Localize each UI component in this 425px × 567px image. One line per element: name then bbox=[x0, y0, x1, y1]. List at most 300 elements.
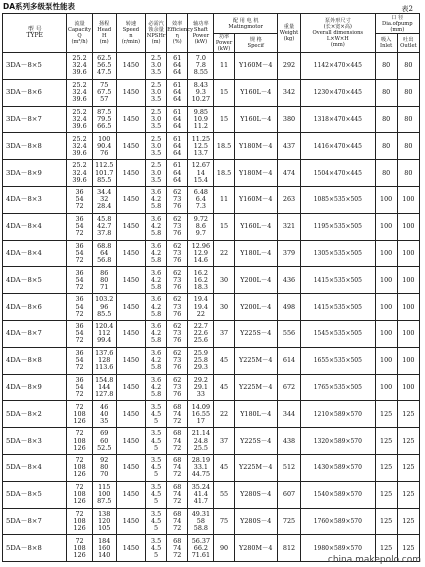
efficiency-cell-value: 61 bbox=[173, 81, 182, 90]
head-cell bbox=[92, 294, 116, 321]
efficiency-cell-value: 76 bbox=[173, 282, 182, 291]
capacity-cell-value: 39.6 bbox=[72, 175, 87, 184]
efficiency-cell-value: 74 bbox=[173, 490, 182, 499]
head-cell bbox=[92, 428, 116, 455]
head-cell-value: 66.5 bbox=[97, 122, 112, 131]
table-row bbox=[3, 320, 420, 347]
efficiency-cell-value: 73 bbox=[173, 356, 182, 365]
shaft-power-cell bbox=[188, 401, 214, 428]
efficiency-cell-value: 61 bbox=[173, 107, 182, 116]
head-cell-value: 57 bbox=[100, 95, 109, 104]
efficiency-cell-value: 74 bbox=[173, 516, 182, 525]
motor-power-cell: 22 bbox=[214, 401, 234, 428]
shaft-power-cell-value: 7.0 bbox=[195, 54, 206, 63]
model-cell: 5DA－8×2 bbox=[3, 401, 67, 428]
table-row bbox=[3, 79, 420, 106]
npshr-cell-value: 4.2 bbox=[150, 275, 162, 284]
efficiency-cell-value: 62 bbox=[173, 268, 182, 277]
dimensions-cell: 1320×589×570 bbox=[301, 428, 376, 455]
speed-cell: 1450 bbox=[116, 508, 145, 535]
header-shaft-power: 轴功率 Shaft Power (kW) bbox=[188, 14, 214, 53]
model-cell: 4DA－8×9 bbox=[3, 374, 67, 401]
npshr-cell-value: 4.5 bbox=[150, 543, 162, 552]
npshr-cell bbox=[146, 481, 167, 508]
npshr-cell bbox=[146, 186, 167, 213]
dimensions-cell: 1085×535×505 bbox=[301, 186, 376, 213]
capacity-cell-value: 108 bbox=[73, 516, 86, 525]
weight-cell: 672 bbox=[277, 374, 300, 401]
header-speed: 转速 Speed n (r/min) bbox=[116, 14, 145, 53]
capacity-cell-value: 126 bbox=[73, 470, 86, 479]
efficiency-cell bbox=[167, 508, 188, 535]
table-row bbox=[3, 133, 420, 160]
efficiency-cell-value: 74 bbox=[173, 409, 182, 418]
header-head: 扬程 Head H (m) bbox=[92, 14, 116, 53]
shaft-power-cell-value: 9.3 bbox=[195, 88, 206, 97]
shaft-power-cell-value: 19.4 bbox=[193, 302, 208, 311]
inlet-cell: 100 bbox=[375, 374, 397, 401]
efficiency-cell bbox=[167, 79, 188, 106]
npshr-cell bbox=[146, 213, 167, 240]
efficiency-cell-value: 72 bbox=[173, 443, 182, 452]
weight-cell: 614 bbox=[277, 347, 300, 374]
head-cell bbox=[92, 535, 116, 562]
npshr-cell bbox=[146, 347, 167, 374]
capacity-cell-value: 36 bbox=[75, 268, 84, 277]
capacity-cell bbox=[67, 267, 92, 294]
shaft-power-cell-value: 56.37 bbox=[191, 536, 211, 545]
header-mating-motor: 配 用 电 机 Matingmotor bbox=[214, 14, 277, 34]
shaft-power-cell bbox=[188, 454, 214, 481]
head-cell-value: 184 bbox=[98, 536, 111, 545]
weight-cell: 321 bbox=[277, 213, 300, 240]
shaft-power-cell-value: 19.4 bbox=[193, 295, 208, 304]
capacity-cell bbox=[67, 481, 92, 508]
npshr-cell-value: 3.5 bbox=[150, 456, 162, 465]
shaft-power-cell-value: 29.2 bbox=[193, 375, 208, 384]
shaft-power-cell bbox=[188, 535, 214, 562]
efficiency-cell bbox=[167, 160, 188, 187]
head-cell-value: 69 bbox=[100, 429, 109, 438]
head-cell-value: 62.5 bbox=[97, 54, 112, 63]
npshr-cell-value: 5 bbox=[154, 416, 159, 425]
head-cell-value: 71 bbox=[100, 282, 109, 291]
efficiency-cell-value: 62 bbox=[173, 215, 182, 224]
motor-spec-cell: Y225M－4 bbox=[234, 374, 277, 401]
shaft-power-cell-value: 25.8 bbox=[193, 356, 208, 365]
npshr-cell-value: 2.5 bbox=[150, 161, 162, 170]
head-cell-value: 103.2 bbox=[95, 295, 114, 304]
inlet-cell: 125 bbox=[375, 481, 397, 508]
speed-cell: 1450 bbox=[116, 320, 145, 347]
motor-spec-cell: Y225S－4 bbox=[234, 320, 277, 347]
capacity-cell-value: 108 bbox=[73, 463, 86, 472]
head-cell bbox=[92, 267, 116, 294]
npshr-cell bbox=[146, 428, 167, 455]
shaft-power-cell bbox=[188, 347, 214, 374]
head-cell-value: 92 bbox=[100, 456, 109, 465]
head-cell bbox=[92, 240, 116, 267]
capacity-cell bbox=[67, 53, 92, 80]
header-npshr: 必需汽蚀余量 NPSHr (m) bbox=[146, 14, 167, 53]
efficiency-cell bbox=[167, 454, 188, 481]
capacity-cell-value: 54 bbox=[75, 302, 84, 311]
inlet-cell: 125 bbox=[375, 401, 397, 428]
shaft-power-cell-value: 9.85 bbox=[193, 107, 208, 116]
shaft-power-cell-value: 10.27 bbox=[191, 95, 211, 104]
shaft-power-cell bbox=[188, 213, 214, 240]
efficiency-cell bbox=[167, 213, 188, 240]
motor-spec-cell: Y180L－4 bbox=[234, 401, 277, 428]
npshr-cell bbox=[146, 133, 167, 160]
npshr-cell-value: 3.5 bbox=[150, 68, 162, 77]
efficiency-cell-value: 76 bbox=[173, 336, 182, 345]
shaft-power-cell-value: 12.96 bbox=[191, 241, 211, 250]
model-cell: 4DA－8×6 bbox=[3, 294, 67, 321]
shaft-power-cell-value: 11.25 bbox=[191, 134, 211, 143]
shaft-power-cell-value: 33 bbox=[196, 390, 205, 398]
efficiency-cell-value: 62 bbox=[173, 322, 182, 331]
capacity-cell bbox=[67, 106, 92, 133]
motor-power-cell: 90 bbox=[214, 535, 234, 562]
header-weight: 重量 Weight (kg) bbox=[277, 14, 300, 53]
model-cell: 3DA－8×6 bbox=[3, 79, 67, 106]
inlet-cell: 100 bbox=[375, 186, 397, 213]
model-cell: 3DA－8×7 bbox=[3, 106, 67, 133]
capacity-cell bbox=[67, 428, 92, 455]
outlet-cell: 100 bbox=[397, 374, 419, 401]
efficiency-cell bbox=[167, 374, 188, 401]
efficiency-cell-value: 68 bbox=[173, 456, 182, 465]
shaft-power-cell-value: 12.5 bbox=[193, 141, 208, 150]
efficiency-cell-value: 64 bbox=[173, 114, 182, 123]
outlet-cell: 100 bbox=[397, 240, 419, 267]
shaft-power-cell-value: 33.1 bbox=[193, 463, 208, 472]
capacity-cell bbox=[67, 133, 92, 160]
efficiency-cell-value: 68 bbox=[173, 536, 182, 545]
head-cell-value: 127.8 bbox=[95, 390, 114, 398]
npshr-cell bbox=[146, 454, 167, 481]
model-cell: 4DA－8×3 bbox=[3, 186, 67, 213]
capacity-cell-value: 72 bbox=[75, 229, 84, 238]
capacity-cell-value: 72 bbox=[75, 483, 84, 491]
npshr-cell-value: 3.0 bbox=[150, 141, 162, 150]
npshr-cell-value: 4.5 bbox=[150, 490, 162, 499]
npshr-cell-value: 3.5 bbox=[150, 429, 162, 438]
efficiency-cell-value: 76 bbox=[173, 390, 182, 398]
table-number: 表2 bbox=[401, 5, 413, 13]
outlet-cell: 100 bbox=[397, 213, 419, 240]
npshr-cell-value: 3.5 bbox=[150, 175, 162, 184]
efficiency-cell-value: 74 bbox=[173, 543, 182, 552]
watermark: china.makepolo.com bbox=[327, 555, 421, 565]
motor-spec-cell: Y160L－4 bbox=[234, 213, 277, 240]
table-row bbox=[3, 481, 420, 508]
speed-cell: 1450 bbox=[116, 428, 145, 455]
npshr-cell-value: 4.2 bbox=[150, 195, 162, 204]
npshr-cell-value: 5 bbox=[154, 523, 159, 532]
efficiency-cell-value: 76 bbox=[173, 309, 182, 318]
motor-power-cell: 75 bbox=[214, 508, 234, 535]
head-cell bbox=[92, 186, 116, 213]
npshr-cell-value: 2.5 bbox=[150, 107, 162, 116]
efficiency-cell bbox=[167, 347, 188, 374]
outlet-cell: 100 bbox=[397, 294, 419, 321]
efficiency-cell-value: 62 bbox=[173, 188, 182, 197]
head-cell-value: 80 bbox=[100, 463, 109, 472]
shaft-power-cell-value: 8.55 bbox=[193, 68, 208, 77]
shaft-power-cell-value: 29.3 bbox=[193, 363, 208, 372]
dimensions-cell: 1142×470×445 bbox=[301, 53, 376, 80]
model-cell: 5DA－8×5 bbox=[3, 481, 67, 508]
npshr-cell-value: 4.2 bbox=[150, 222, 162, 231]
efficiency-cell bbox=[167, 267, 188, 294]
dimensions-cell: 1540×589×570 bbox=[301, 481, 376, 508]
npshr-cell-value: 4.2 bbox=[150, 248, 162, 257]
npshr-cell-value: 5.8 bbox=[150, 363, 162, 372]
capacity-cell bbox=[67, 160, 92, 187]
outlet-cell: 100 bbox=[397, 186, 419, 213]
motor-power-cell: 45 bbox=[214, 347, 234, 374]
capacity-cell-value: 39.6 bbox=[72, 95, 87, 104]
head-cell bbox=[92, 79, 116, 106]
npshr-cell-value: 5.8 bbox=[150, 256, 162, 265]
dimensions-cell: 1195×535×505 bbox=[301, 213, 376, 240]
outlet-cell: 80 bbox=[397, 133, 419, 160]
shaft-power-cell-value: 17 bbox=[196, 416, 205, 425]
capacity-cell-value: 126 bbox=[73, 416, 86, 425]
motor-spec-cell: Y200L－4 bbox=[234, 294, 277, 321]
npshr-cell-value: 2.5 bbox=[150, 81, 162, 90]
table-row bbox=[3, 374, 420, 401]
npshr-cell-value: 5 bbox=[154, 497, 159, 506]
shaft-power-cell-value: 16.2 bbox=[193, 268, 208, 277]
head-cell-value: 112.5 bbox=[95, 161, 114, 170]
head-cell-value: 128 bbox=[98, 356, 111, 365]
efficiency-cell-value: 64 bbox=[173, 148, 182, 157]
efficiency-cell-value: 62 bbox=[173, 295, 182, 304]
efficiency-cell-value: 74 bbox=[173, 463, 182, 472]
npshr-cell bbox=[146, 160, 167, 187]
outlet-cell: 80 bbox=[397, 106, 419, 133]
weight-cell: 263 bbox=[277, 186, 300, 213]
head-cell-value: 144 bbox=[98, 382, 111, 391]
capacity-cell-value: 36 bbox=[75, 241, 84, 250]
motor-spec-cell: Y280M－4 bbox=[234, 535, 277, 562]
shaft-power-cell-value: 58 bbox=[196, 516, 205, 525]
capacity-cell-value: 54 bbox=[75, 275, 84, 284]
capacity-cell-value: 36 bbox=[75, 215, 84, 224]
capacity-cell bbox=[67, 186, 92, 213]
efficiency-cell-value: 73 bbox=[173, 222, 182, 231]
table-body bbox=[3, 53, 420, 562]
outlet-cell: 100 bbox=[397, 347, 419, 374]
shaft-power-cell-value: 41.4 bbox=[193, 490, 208, 499]
shaft-power-cell-value: 25.6 bbox=[193, 336, 208, 345]
shaft-power-cell bbox=[188, 320, 214, 347]
npshr-cell-value: 3.0 bbox=[150, 61, 162, 70]
capacity-cell-value: 126 bbox=[73, 550, 86, 559]
motor-spec-cell: Y180M－4 bbox=[234, 160, 277, 187]
efficiency-cell-value: 73 bbox=[173, 195, 182, 204]
motor-spec-cell: Y225M－4 bbox=[234, 347, 277, 374]
head-cell bbox=[92, 106, 116, 133]
capacity-cell-value: 108 bbox=[73, 490, 86, 499]
dimensions-cell: 1416×470×445 bbox=[301, 133, 376, 160]
npshr-cell-value: 4.5 bbox=[150, 436, 162, 445]
head-cell-value: 100 bbox=[98, 490, 111, 499]
efficiency-cell-value: 62 bbox=[173, 349, 182, 358]
capacity-cell-value: 25.2 bbox=[72, 107, 87, 116]
efficiency-cell-value: 64 bbox=[173, 175, 182, 184]
efficiency-cell-value: 61 bbox=[173, 161, 182, 170]
capacity-cell-value: 72 bbox=[75, 456, 84, 465]
head-cell-value: 79.5 bbox=[97, 114, 112, 123]
outlet-cell: 125 bbox=[397, 508, 419, 535]
shaft-power-cell bbox=[188, 481, 214, 508]
capacity-cell-value: 25.2 bbox=[72, 161, 87, 170]
header-efficiency: 效率 Efficiency η (%) bbox=[167, 14, 188, 53]
capacity-cell-value: 108 bbox=[73, 409, 86, 418]
head-cell bbox=[92, 133, 116, 160]
table-row bbox=[3, 213, 420, 240]
capacity-cell-value: 126 bbox=[73, 443, 86, 452]
speed-cell: 1450 bbox=[116, 481, 145, 508]
npshr-cell-value: 5.8 bbox=[150, 229, 162, 238]
head-cell-value: 60 bbox=[100, 436, 109, 445]
page-title: DA系列多级泵性能表 bbox=[3, 2, 76, 11]
shaft-power-cell-value: 35.24 bbox=[191, 483, 211, 491]
pump-performance-table bbox=[2, 13, 420, 562]
capacity-cell-value: 72 bbox=[75, 309, 84, 318]
capacity-cell bbox=[67, 79, 92, 106]
head-cell-value: 99.4 bbox=[97, 336, 112, 345]
model-cell: 4DA－8×4 bbox=[3, 240, 67, 267]
shaft-power-cell-value: 12.9 bbox=[193, 248, 208, 257]
npshr-cell-value: 3.5 bbox=[150, 95, 162, 104]
efficiency-cell-value: 62 bbox=[173, 241, 182, 250]
table-row bbox=[3, 267, 420, 294]
inlet-cell: 80 bbox=[375, 133, 397, 160]
header-motor-power: 功率 Power (kW) bbox=[215, 34, 233, 52]
shaft-power-cell-value: 8.43 bbox=[193, 81, 208, 90]
capacity-cell bbox=[67, 294, 92, 321]
motor-power-cell: 45 bbox=[214, 454, 234, 481]
speed-cell: 1450 bbox=[116, 160, 145, 187]
shaft-power-cell bbox=[188, 160, 214, 187]
speed-cell: 1450 bbox=[116, 347, 145, 374]
motor-power-cell: 15 bbox=[214, 213, 234, 240]
head-cell-value: 37.8 bbox=[97, 229, 112, 238]
motor-power-cell: 15 bbox=[214, 106, 234, 133]
head-cell-value: 32 bbox=[100, 195, 109, 204]
inlet-cell: 100 bbox=[375, 320, 397, 347]
head-cell-value: 64 bbox=[100, 248, 109, 257]
weight-cell: 725 bbox=[277, 508, 300, 535]
dimensions-cell: 1980×589×570 bbox=[301, 535, 376, 562]
efficiency-cell bbox=[167, 294, 188, 321]
shaft-power-cell-value: 25.9 bbox=[193, 349, 208, 358]
head-cell-value: 120.4 bbox=[95, 322, 114, 331]
weight-cell: 498 bbox=[277, 294, 300, 321]
capacity-cell-value: 72 bbox=[75, 536, 84, 545]
dimensions-cell: 1655×535×505 bbox=[301, 347, 376, 374]
motor-power-cell: 30 bbox=[214, 267, 234, 294]
npshr-cell-value: 5.8 bbox=[150, 309, 162, 318]
npshr-cell-value: 3.6 bbox=[150, 241, 162, 250]
npshr-cell-value: 3.5 bbox=[150, 122, 162, 131]
capacity-cell-value: 54 bbox=[75, 329, 84, 338]
shaft-power-cell-value: 14.09 bbox=[191, 402, 211, 411]
capacity-cell-value: 32.4 bbox=[72, 61, 87, 70]
npshr-cell-value: 5 bbox=[154, 550, 159, 559]
head-cell-value: 56.8 bbox=[97, 256, 112, 265]
shaft-power-cell-value: 49.31 bbox=[191, 509, 211, 518]
head-cell bbox=[92, 160, 116, 187]
npshr-cell-value: 4.5 bbox=[150, 463, 162, 472]
efficiency-cell-value: 72 bbox=[173, 497, 182, 506]
table-row bbox=[3, 454, 420, 481]
shaft-power-cell-value: 24.8 bbox=[193, 436, 208, 445]
table-row bbox=[3, 186, 420, 213]
capacity-cell-value: 72 bbox=[75, 390, 84, 398]
header-model: 型 号 TYPE bbox=[3, 14, 67, 53]
head-cell bbox=[92, 508, 116, 535]
capacity-cell-value: 25.2 bbox=[72, 81, 87, 90]
npshr-cell-value: 3.6 bbox=[150, 188, 162, 197]
weight-cell: 379 bbox=[277, 240, 300, 267]
efficiency-cell-value: 74 bbox=[173, 436, 182, 445]
model-cell: 3DA－8×8 bbox=[3, 133, 67, 160]
speed-cell: 1450 bbox=[116, 240, 145, 267]
capacity-cell bbox=[67, 535, 92, 562]
npshr-cell-value: 3.5 bbox=[150, 509, 162, 518]
capacity-cell-value: 32.4 bbox=[72, 88, 87, 97]
shaft-power-cell-value: 14.6 bbox=[193, 256, 208, 265]
capacity-cell-value: 32.4 bbox=[72, 141, 87, 150]
npshr-cell-value: 3.6 bbox=[150, 349, 162, 358]
outlet-cell: 125 bbox=[397, 454, 419, 481]
shaft-power-cell bbox=[188, 106, 214, 133]
npshr-cell-value: 4.5 bbox=[150, 409, 162, 418]
outlet-cell: 125 bbox=[397, 535, 419, 562]
capacity-cell-value: 72 bbox=[75, 336, 84, 345]
speed-cell: 1450 bbox=[116, 213, 145, 240]
capacity-cell-value: 36 bbox=[75, 188, 84, 197]
table-row bbox=[3, 294, 420, 321]
npshr-cell-value: 5 bbox=[154, 470, 159, 479]
capacity-cell bbox=[67, 374, 92, 401]
shaft-power-cell-value: 22.6 bbox=[193, 329, 208, 338]
npshr-cell-value: 3.6 bbox=[150, 268, 162, 277]
shaft-power-cell-value: 6.4 bbox=[195, 195, 206, 204]
weight-cell: 474 bbox=[277, 160, 300, 187]
head-cell-value: 67.5 bbox=[97, 88, 112, 97]
shaft-power-cell bbox=[188, 133, 214, 160]
shaft-power-cell-value: 21.14 bbox=[191, 429, 211, 438]
head-cell bbox=[92, 347, 116, 374]
inlet-cell: 100 bbox=[375, 240, 397, 267]
efficiency-cell bbox=[167, 481, 188, 508]
efficiency-cell bbox=[167, 186, 188, 213]
npshr-cell bbox=[146, 79, 167, 106]
efficiency-cell-value: 62 bbox=[173, 375, 182, 384]
inlet-cell: 80 bbox=[375, 79, 397, 106]
speed-cell: 1450 bbox=[116, 401, 145, 428]
speed-cell: 1450 bbox=[116, 454, 145, 481]
model-cell: 4DA－8×4 bbox=[3, 213, 67, 240]
npshr-cell bbox=[146, 106, 167, 133]
